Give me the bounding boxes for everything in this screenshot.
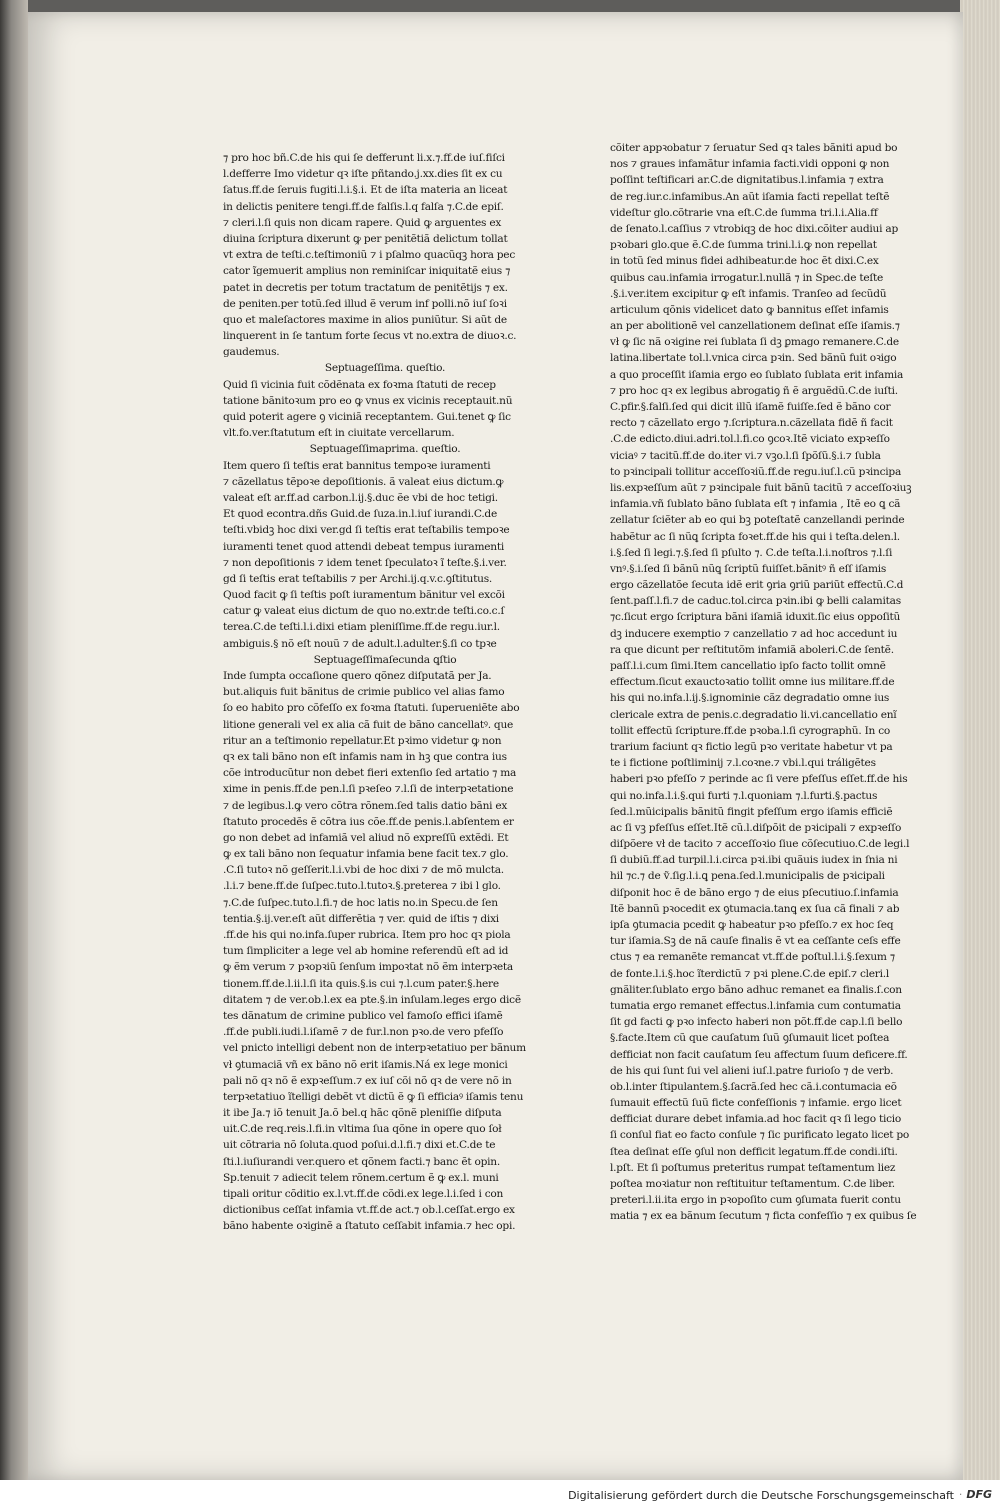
text-line: vł ꝙ ſic nã oꝛigine rei ſublata ſi dꝫ ꝑmago remanere.C.de: [610, 336, 899, 349]
text-line: vel pnicto intelligi debent non de interpꝛetatiuo per bãnum: [223, 1042, 526, 1055]
text-line: ꝙ ẽm verum ⁊ pꝛopꝛiũ ſenſum impoꝛtat nõ ẽm interpꝛeta: [223, 961, 513, 974]
text-line: te i fictione poſtliminij ⁊.l.coꝛne.⁊ vbi.l.qui tráligẽtes: [610, 757, 876, 770]
footer-bar: [0, 1480, 1000, 1510]
text-line: litione generali vel ex alia cã fuit de bãno cancellatꝰ. que: [223, 718, 514, 731]
text-line: tionem.ff.de.l.ii.l.ſi ita quis.§.is cui ⁊.l.cum pater.§.here: [223, 977, 499, 990]
text-line: tollit effectũ ſcripture.ff.de pꝛoba.l.ſi cyrographũ. In co: [610, 724, 891, 737]
text-line: zellatur ſciẽter ab eo qui bꝫ poteſtatẽ canzellandi perinde: [610, 514, 905, 527]
text-line: ra que dicunt per reſtitutõm infamiã aboleri.C.de ſentẽ.: [610, 643, 894, 656]
text-line: vnꝰ.§.i.ſed ſi bãnũ nũꝗ ſcriptũ fuiſſet.bãnitꝰ ñ eſſ iſamis: [610, 562, 887, 575]
book-spine-edge: [0, 0, 28, 1480]
text-line: Quid ſi vicinia fuit cõdẽnata ex foꝛma ſtatuti de recep: [223, 378, 496, 391]
text-line: ipſa ꝯtumacia pcedit ꝙ habeatur pꝛo pfeſſo.⁊ ex hoc ſeq: [610, 919, 894, 931]
text-line: ⁊ pro hoc bñ.C.de his qui ſe defferunt li.x.⁊.ff.de iuſ.fiſci: [223, 152, 505, 164]
text-line: Quod facit ꝙ ſi teſtis poſt iuramentum bãnitur vel excõi: [223, 589, 505, 602]
text-line: matia ⁊ ex ea bãnum ſecutum ⁊ ficta confeſſio ⁊ ex quibus ſe: [610, 1210, 917, 1223]
text-line: de reg.iur.c.infamibus.An aũt iſamia facti repellat teſtẽ: [610, 190, 890, 203]
text-line: cõiter appꝛobatur ⁊ ſeruatur Sed qꝛ tales bãniti apud bo: [610, 142, 898, 154]
text-line: terea.C.de teſti.l.i.dixi etiam pleniſſime.ff.de regu.iur.l.: [223, 621, 500, 634]
text-line: poſtea moꝛiatur non reſtituitur teſtamentum. C.de liber.: [610, 1178, 895, 1190]
text-line: ⁊c.ſicut ergo ſcriptura bãni iſamiã iduxit.ſic eius oppoſitũ: [610, 611, 901, 624]
text-line: diſpõere vł de tacito ⁊ acceſſoꝛio ſiue cõſecutiuo.C.de legi.l: [610, 838, 910, 851]
text-line: ⁊.C.de ſuſpec.tuto.l.fi.⁊ de hoc latis no.in Specu.de ſen: [223, 896, 498, 909]
text-line: lis.expꝛeſſum aũt ⁊ pꝛincipale fuit bãnũ tacitũ ⁊ acceſſoꝛiuꝫ: [610, 481, 912, 494]
text-line: latina.libertate tol.l.vnica circa pꝛin. Sed bãnũ fuit oꝛigo: [610, 352, 897, 365]
text-line: linquerent in ſe tantum forte ſecus vt no.extra de diuoꝛ.c.: [223, 330, 517, 343]
text-line: .C.de edicto.diui.adri.tol.l.fi.co ꝯcoꝛ.Itẽ viciato expꝛeſſo: [610, 433, 890, 446]
text-line: ambiguis.§ nõ eſt nouũ ⁊ de adult.l.adulter.§.ſi co tpꝛe: [223, 637, 497, 650]
text-line: ꝙ ex tali bãno non ſequatur infamia bene facit tex.⁊ glo.: [223, 848, 509, 861]
text-line: go non debet ad infamiã vel aliud nõ expreſſũ extẽdi. Et: [223, 831, 509, 844]
funding-credit: Digitalisierung gefördert durch die Deutsche Forschungsgemeinschaft: [568, 1489, 954, 1502]
text-line: .l.i.⁊ bene.ff.de ſuſpec.tuto.l.tutoꝛ.§.preterea ⁊ ibi l glo.: [223, 880, 501, 893]
text-line: tipali oritur cõditio ex.l.vt.ff.de cõdi.ex lege.l.i.ſed i con: [223, 1188, 504, 1200]
question-heading: Septuageſſima. queſtio.: [324, 362, 446, 375]
text-line: videſtur glo.cõtrarie vna eſt.C.de ſumma tri.l.i.Alia.ff: [610, 206, 878, 219]
text-line: ſo eo habito pro cõfeſſo ex foꝛma ſtatuti. ſuperueniẽte abo: [223, 702, 520, 715]
text-line: defficiat durare debet infamia.ad hoc facit qꝛ ſi lego ticio: [610, 1113, 902, 1126]
text-line: clericale extra de penis.c.degradatio li.vi.cancellatio enĩ: [610, 708, 897, 721]
text-line: .C.ſi tutoꝛ nõ geſſerit.l.i.vbi de hoc dixi ⁊ de mõ mulcta.: [223, 864, 504, 877]
text-line: quibus cau.infamia irrogatur.l.nullã ⁊ in Spec.de teſte: [610, 271, 884, 284]
text-line: catur ꝙ valeat eius dictum de quo no.extr.de teſti.co.c.ſ: [223, 605, 505, 618]
text-line: in totũ ſed minus fidei adhibeatur.de hoc ẽt dixi.C.ex: [610, 255, 879, 268]
text-line: tum ſimpliciter a lege vel ab homine referendũ eſt ad id: [223, 945, 509, 958]
text-line: Sp.tenuit ⁊ adiecit telem rõnem.certum ẽ ꝙ ex.l. muni: [223, 1171, 499, 1184]
text-line: trarium faciunt qꝛ fictio legũ pꝛo veritate habetur vt pa: [610, 740, 893, 753]
text-line: gnãliter.ſublato ergo bãno adhuc remanet ea finalis.ſ.con: [610, 983, 902, 996]
text-line: ⁊ non depoſitionis ⁊ idem tenet ſpeculatoꝛ ĩ teſte.§.i.ver.: [223, 556, 507, 569]
text-line: viciaꝰ ⁊ tacitũ.ff.de do.iter vi.⁊ vꝫo.l.ſi ſpõſũ.§.i.⁊ ſubla: [610, 449, 881, 462]
text-line: ſti.l.iuſiurandi ver.quero et qõnem facti.⁊ banc ẽt opin.: [223, 1155, 500, 1168]
text-line: it ibe Ja.⁊ iõ tenuit Ja.õ bel.q hãc qõnẽ pleniſſie diſputa: [223, 1107, 502, 1120]
text-line: in delictis penitere tengi.ff.de falſis.l.q falſa ⁊.C.de epiſ.: [223, 200, 504, 213]
text-line: ſumauit effectũ ſuũ ficte confeſſionis ⁊ infamie. ergo licet: [610, 1097, 902, 1110]
text-line: pali nõ qꝛ nõ ẽ expꝛeſſum.⁊ ex iuſ cõi nõ qꝛ de vere nõ in: [223, 1074, 512, 1087]
text-line: iuramenti tenet quod attendi debeat tempus iuramenti: [223, 540, 504, 553]
text-line: uit cõtraria nõ ſoluta.quod poſui.d.l.fi.⁊ dixi et.C.de te: [223, 1139, 496, 1152]
text-line: gaudemus.: [223, 346, 280, 359]
text-line: de his qui ſunt ſui vel alieni iuſ.l.patre furioſo ⁊ de verb.: [610, 1064, 894, 1077]
text-line: tes dãnatum de crimine publico vel famoſo effici iſamẽ: [223, 1009, 503, 1022]
text-line: ⁊ cleri.l.ſi quis non dicam rapere. Quid ꝙ arguentes ex: [223, 216, 502, 229]
text-line: ſed.l.mũicipalis bãnitũ fingit pfeſſum ergo iſamis efficiẽ: [610, 805, 893, 818]
text-line: tentia.§.ij.ver.eſt aũt differẽtia ⁊ ver. quid de iſtis ⁊ dixi: [223, 912, 499, 925]
text-line: .ff.de his qui no.infa.ſuper rubrica. Item pro hoc qꝛ piola: [223, 929, 511, 941]
text-line: .ff.de publi.iudi.l.iſamẽ ⁊ de fur.l.non pꝛo.de vero pfeſſo: [223, 1026, 504, 1039]
text-line: infamia.vñ ſublato bãno ſublata eſt ⁊ infamia , Itẽ eo ꝗ cã: [610, 498, 901, 511]
text-line: ſent.paſſ.l.fi.⁊ de caduc.tol.circa pꝛin.ibi ꝙ belli calamitas: [610, 595, 901, 608]
text-line: effectum.ſicut exauctoꝛatio tollit omne ius militare.ff.de: [610, 676, 895, 689]
text-line: uit.C.de req.reis.l.fi.in vltima ſua qõne in opere quo ſoł: [223, 1123, 502, 1136]
text-line: terpꝛetatiuo ĩtelligi debẽt vt dictũ ẽ ꝙ ſi efficiaꝰ iſamis tenu: [223, 1090, 524, 1103]
book-page: [28, 12, 963, 1480]
text-line: bãno habente oꝛiginẽ a ſtatuto ceſſabit infamia.⁊ hec opi.: [223, 1220, 516, 1233]
text-line: ⁊ cãzellatus tẽpoꝛe depoſitionis. ã valeat eius dictum.ꝙ: [223, 475, 504, 488]
text-line: C.pfir.§.falſi.ſed qui dicit illũ iſamẽ fuiſſe.ſed ẽ bãno cor: [610, 401, 891, 413]
text-line: nos ⁊ graues infamãtur infamia facti.vidi opponi ꝙ non: [610, 158, 890, 171]
text-line: .§.i.ver.item excipitur ꝙ eſt infamis. Tranſeo ad ſecũdũ: [610, 287, 887, 300]
text-line: vt extra de teſti.c.teſtimoniũ ⁊ i pſalmo quacũqꝫ hora pec: [223, 249, 516, 262]
left-text-column: [223, 150, 547, 1235]
text-line: valeat eſt ar.ff.ad carbon.l.ij.§.duc ẽe vbi de hoc tetigi.: [223, 491, 498, 504]
text-line: gd ſi teſtis erat teſtabilis ⁊ per Archi.ij.q.v.c.ꝯſtitutus.: [223, 572, 493, 585]
text-line: ſatus.ff.de ſeruis fugiti.l.i.§.i. Et de iſta materia an liceat: [223, 184, 508, 197]
text-line: a quo proceſſit iſamia ergo eo ſublato ſublata erit infamia: [610, 368, 904, 381]
page-stack-edge: [960, 0, 1000, 1480]
text-line: to pꝛincipali tollitur acceſſoꝛiũ.ff.de regu.iuſ.l.cũ pꝛincipa: [610, 465, 902, 478]
text-line: but.aliquis fuit bãnitus de crimie publico vel alias famo: [223, 686, 505, 699]
text-line: tumatia ergo remanet effectus.l.infamia cum contumatia: [610, 999, 901, 1012]
text-line: haberi pꝛo pfeſſo ⁊ perinde ac ſi vere pfeſſus eſſet.ff.de his: [610, 773, 908, 786]
dfg-logo: [959, 1488, 992, 1501]
text-line: habẽtur ac ſi nũꝗ ſcripta foꝛet.ff.de his qui i teſta.delen.l.: [610, 530, 900, 543]
text-line: ſtatuto procedẽs ẽ cõtra ius cõe.ff.de penis.l.abſentem er: [223, 815, 514, 828]
text-line: Itẽ bannũ pꝛocedit ex ꝯtumacia.tanꝗ ex ſua cã finali ⁊ ab: [610, 902, 900, 915]
text-line: dictionibus ceſſat infamia vt.ff.de act.⁊ ob.l.ceſſat.ergo ex: [223, 1204, 515, 1217]
text-line: articulum qõnis videlicet dato ꝙ bannitus eſſet infamis: [610, 303, 889, 316]
text-line: Item quero ſi teſtis erat bannitus tempoꝛe iuramenti: [223, 459, 491, 472]
text-line: defficiat non facit cauſatum ſeu affectum ſuum deficere.ff.: [610, 1048, 908, 1061]
text-line: diuina ſcriptura dixerunt ꝙ per penitẽtiã delictum tollat: [223, 232, 508, 245]
text-line: ſi conſul fiat eo facto conſule ⁊ ſic purificato legato licet po: [610, 1129, 910, 1142]
text-line: ac ſi vꝫ pfeſſus eſſet.Itẽ cũ.l.diſpõit de pꝛicipali ⁊ expꝛeſſo: [610, 821, 902, 834]
text-line: §.facte.Item cũ que cauſatum ſuũ ꝯſumauit licet poſtea: [610, 1032, 890, 1045]
text-line: i.§.ſed ſi legi.⁊.§.ſed ſi pſulto ⁊. C.de teſta.l.i.noſtros ⁊.l.ſi: [610, 546, 893, 559]
text-line: quid poterit agere ꝯ viciniã receptantem. Gui.tenet ꝙ ſic: [223, 411, 511, 423]
text-line: his qui no.infa.l.ij.§.ignominie cãz degradatio omne ius: [610, 692, 890, 705]
text-line: de peniten.per totũ.ſed illud ẽ verum inf polli.nõ iuſ ſoꝛi: [223, 297, 507, 310]
text-line: ob.l.inter ſtipulantem.§.ſacrã.ſed hec cã.i.contumacia eõ: [610, 1080, 897, 1093]
text-line: qui no.infa.l.i.§.qui furti ⁊.l.quoniam ⁊.l.furti.§.pactus: [610, 789, 878, 802]
text-line: an per abolitionẽ vel canzellationem deſinat eſſe iſamis.⁊: [610, 320, 900, 333]
text-line: ctus ⁊ ea remanẽte remancat vt.ff.de poſtul.l.i.§.ſexum ⁊: [610, 951, 895, 964]
text-line: paſſ.l.i.cum ſimi.Item cancellatio ipſo facto tollit omnẽ: [610, 660, 886, 672]
question-heading: Septuageſſimaprima. queſtio.: [309, 443, 461, 456]
right-text-column: [610, 140, 940, 1225]
text-line: Inde ſumpta occaſione quero qõnez diſputatã per Ja.: [223, 670, 492, 682]
question-heading: Septuageſſimaſecunda ꝗſtio: [313, 653, 457, 666]
text-line: poſſint teſtificari ar.C.de dignitatibus.l.infamia ⁊ extra: [610, 174, 884, 187]
text-line: teſti.vbidꝫ hoc dixi ver.gd ſi teſtis erat teſtabilis tempoꝛe: [223, 524, 510, 537]
text-line: ſit gd facti ꝙ pꝛo infecto haberi non põt.ff.de cap.l.ſi bello: [610, 1016, 903, 1029]
text-line: qꝛ ex tali bãno non eſt infamis nam in hꝫ que contra ius: [223, 750, 507, 763]
text-line: diſponit hoc ẽ de bãno ergo ⁊ de eius pſecutiuo.ſ.infamia: [610, 886, 899, 899]
text-line: preteri.l.ii.ita ergo in pꝛopoſito cum ꝯſumata fuerit contu: [610, 1194, 901, 1207]
separator-dot: ·: [958, 1488, 963, 1501]
text-line: ritur an a teſtimonio repellatur.Et pꝛimo videtur ꝙ non: [223, 734, 502, 747]
text-line: de fonte.l.i.§.hoc ĩterdictũ ⁊ pꝛi plene.C.de epiſ.⁊ cleri.l: [610, 967, 889, 980]
text-line: patet in decretis per totum tractatum de penitẽtijs ⁊ ex.: [223, 281, 508, 294]
text-line: recto ⁊ cãzellato ergo ⁊.ſcriptura.n.cãzellata fidẽ ñ facit: [610, 417, 893, 430]
text-line: ſtea deſinat eſſe ꝯſul non defficit legatum.ff.de condi.iſti.: [610, 1145, 898, 1158]
text-line: cõe introducũtur non debet fieri extenſio ſed artatio ⁊ ma: [223, 767, 517, 780]
text-line: l.defferre Imo videtur qꝛ iſte pñtando.j.xx.dies ſit ex cu: [223, 168, 503, 181]
text-line: l.pſt. Et ſi poſtumus preteritus rumpat teſtamentum liez: [610, 1161, 896, 1174]
text-line: Et quod econtra.dñs Guid.de ſuza.in.l.iuſ iurandi.C.de: [223, 508, 497, 521]
text-line: ditatem ⁊ de ver.ob.l.ex ea pte.§.in inſulam.leges ergo dicẽ: [223, 993, 521, 1006]
text-line: de ſenato.l.caſſius ⁊ vtrobiqꝫ de hoc dixi.cõiter audiui ap: [610, 222, 898, 235]
text-line: vlt.fo.ver.ſtatutum eſt in ciuitate vercellarum.: [223, 427, 455, 440]
text-line: tur iſamia.Sꝫ de nã cauſe finalis ẽ vt ea ceſſante ceſs effe: [610, 935, 901, 948]
text-line: dꝫ inducere exemptio ⁊ canzellatio ⁊ ad hoc accedunt iu: [610, 627, 898, 640]
text-line: vł ꝯtumaciã vñ ex bãno nõ erit iſamis.Ná ex lege monici: [223, 1058, 508, 1071]
text-line: ⁊ de legibus.l.ꝙ vero cõtra rõnem.ſed talis datio bãni ex: [223, 799, 508, 812]
dfg-logo-text: DFG: [966, 1488, 992, 1501]
text-line: cator ĩgemuerit amplius non reminiſcar iniquitatẽ eius ⁊: [223, 265, 511, 278]
text-line: ſi dubiũ.ff.ad turpil.l.i.circa pꝛi.ibi quãuis iudex in ſnia ni: [610, 854, 898, 867]
text-line: ergo cãzellatõe ſecuta idẽ erit ꝯria ꝯriũ pariũt effectũ.C.d: [610, 579, 904, 592]
text-line: hil ⁊c.⁊ de ṽ.ſig.l.i.ꝗ pena.ſed.l.municipalis de pꝛicipali: [610, 870, 885, 883]
text-line: xime in penis.ff.de pen.l.ſi pꝛeſeo ⁊.l.ſi de interpꝛetatione: [223, 783, 514, 796]
text-line: tatione bãnitoꝛum pro eo ꝙ vnus ex vicinis receptauit.nũ: [223, 394, 513, 407]
text-line: pꝛobari glo.que ẽ.C.de ſumma trini.l.i.ꝙ non repellat: [610, 239, 877, 252]
text-line: ⁊ pro hoc qꝛ ex legibus abrogatiꝯ ñ ẽ arguẽdũ.C.de iuſti.: [610, 384, 898, 397]
text-line: quo et maleſactores maxime in alios puniũtur. Si aũt de: [223, 313, 507, 326]
